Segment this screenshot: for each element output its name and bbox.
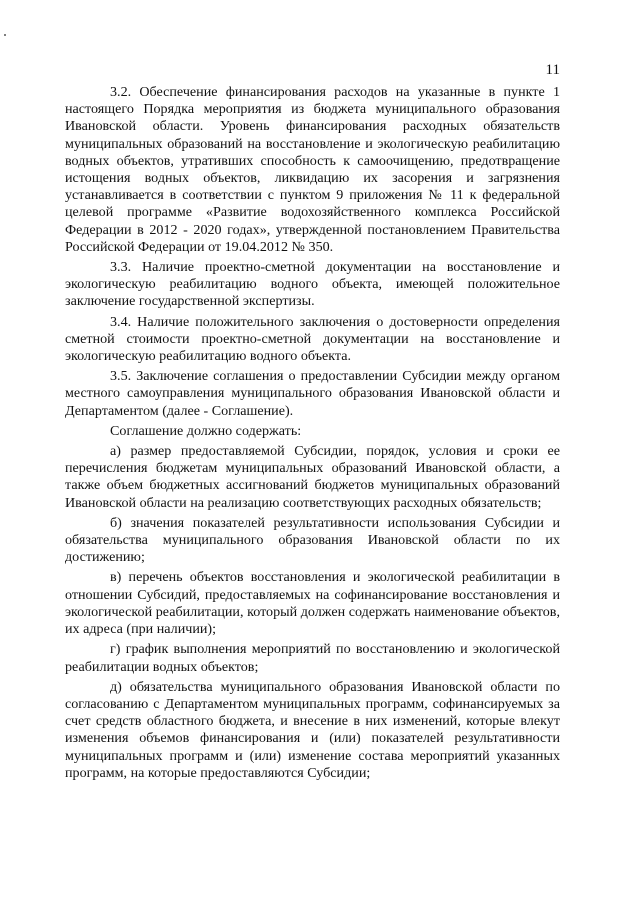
page-number: 11 <box>545 62 560 78</box>
paragraph-3-3: 3.3. Наличие проектно-сметной документации на восстановление и экологическую реабилитацию водного объекта, имеющей положительное заключение государственной экспертизы. <box>65 259 560 310</box>
list-item-g: г) график выполнения мероприятий по восстановлению и экологической реабилитации водных объектов; <box>65 641 560 675</box>
scan-speck <box>4 34 6 36</box>
list-item-v: в) перечень объектов восстановления и экологической реабилитации в отношении Субсидий, предоставляемых на софинансирование восстановления и экологической реабилитации, который должен содержать наименование объектов, их адреса (при наличии); <box>65 569 560 638</box>
list-item-b: б) значения показателей результативности использования Субсидии и обязательства муниципального образования Ивановской области по их достижению; <box>65 514 560 566</box>
paragraph-3-2: 3.2. Обеспечение финансирования расходов на указанные в пункте 1 настоящего Порядка мероприятия из бюджета муниципального образования Ивановской области. Уровень финансирования расходных обязательств муниципальных образований на восстановление и экологическую реабилитацию водных объектов, утративших способность к самоочищению, предотвращение истощения водных объектов, ликвидацию их засорения и загрязнения устанавливается в соответствии с пунктом 9 приложения № 11 к федеральной целевой программе «Развитие водохозяйственного комплекса Российской Федерации в 2012 - 2020 годах», утвержденной постановлением Правительства Российской Федерации от 19.04.2012 № 350. <box>65 84 560 255</box>
paragraph-agreement-intro: Соглашение должно содержать: <box>110 422 302 439</box>
list-item-d: д) обязательства муниципального образования Ивановской области по согласованию с Департаментом муниципальных программ, софинансируемых за счет средств областного бюджета, и внесение в них изменений, которые влекут изменения объемов финансирования и (или) показателей результативности муниципальных программ и (или) изменение состава мероприятий указанных программ, на которые предоставляются Субсидии; <box>65 678 560 781</box>
paragraph-3-5: 3.5. Заключение соглашения о предоставлении Субсидии между органом местного самоуправления муниципального образования Ивановской области и Департаментом (далее - Соглашение). <box>65 368 560 419</box>
paragraph-3-4: 3.4. Наличие положительного заключения о достоверности определения сметной стоимости проектно-сметной документации на восстановление и экологическую реабилитацию водного объекта. <box>65 313 560 365</box>
document-body <box>65 84 560 785</box>
list-item-a: а) размер предоставляемой Субсидии, порядок, условия и сроки ее перечисления бюджетам муниципальных образований Ивановской области, а также объем бюджетных ассигнований бюджетов муниципальных образований Ивановской области на реализацию соответствующих расходных обязательств; <box>65 443 560 511</box>
